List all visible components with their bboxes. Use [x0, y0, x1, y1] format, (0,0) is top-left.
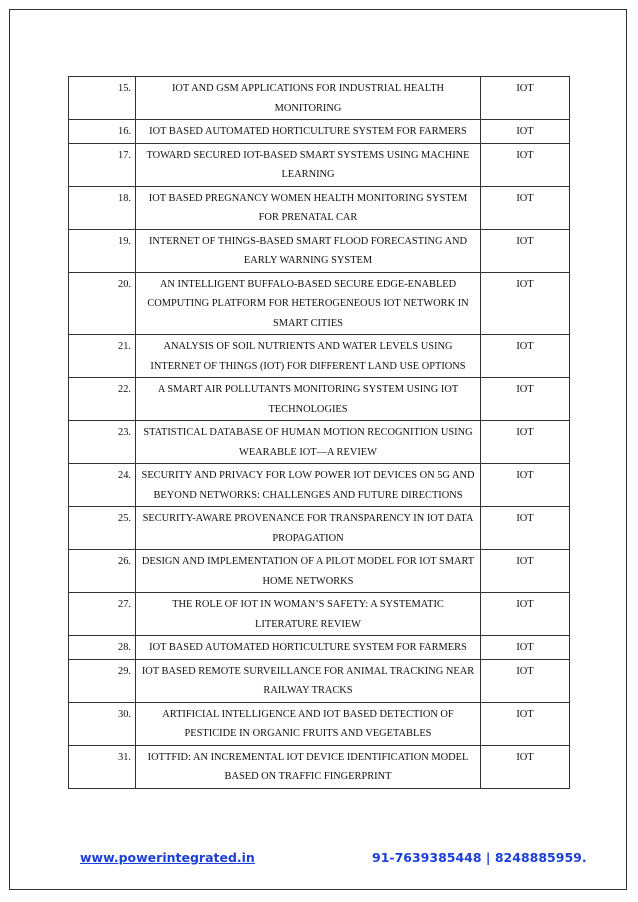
table-row: [69, 464, 570, 507]
table-row: [69, 507, 570, 550]
row-number: 25.: [69, 507, 136, 550]
table-row: [69, 335, 570, 378]
table-row: [69, 659, 570, 702]
project-category: IOT: [481, 464, 570, 507]
row-number: 15.: [69, 77, 136, 120]
project-category: IOT: [481, 421, 570, 464]
project-title: INTERNET OF THINGS-BASED SMART FLOOD FORECASTING AND EARLY WARNING SYSTEM: [136, 229, 481, 272]
project-title: IOTTFID: AN INCREMENTAL IOT DEVICE IDENTIFICATION MODEL BASED ON TRAFFIC FINGERPRINT: [136, 745, 481, 788]
project-category: IOT: [481, 77, 570, 120]
row-number: 17.: [69, 143, 136, 186]
row-number: 18.: [69, 186, 136, 229]
table-row: [69, 702, 570, 745]
website-link[interactable]: www.powerintegrated.in: [80, 850, 255, 865]
project-title: STATISTICAL DATABASE OF HUMAN MOTION RECOGNITION USING WEARABLE IOT—A REVIEW: [136, 421, 481, 464]
project-title: IOT BASED AUTOMATED HORTICULTURE SYSTEM FOR FARMERS: [136, 636, 481, 660]
phone-separator: |: [485, 850, 491, 865]
project-title: THE ROLE OF IOT IN WOMAN’S SAFETY: A SYSTEMATIC LITERATURE REVIEW: [136, 593, 481, 636]
row-number: 29.: [69, 659, 136, 702]
project-title: IOT BASED REMOTE SURVEILLANCE FOR ANIMAL TRACKING NEAR RAILWAY TRACKS: [136, 659, 481, 702]
row-number: 30.: [69, 702, 136, 745]
project-category: IOT: [481, 335, 570, 378]
project-category: IOT: [481, 507, 570, 550]
project-title: TOWARD SECURED IOT-BASED SMART SYSTEMS USING MACHINE LEARNING: [136, 143, 481, 186]
project-title: AN INTELLIGENT BUFFALO-BASED SECURE EDGE-ENABLED COMPUTING PLATFORM FOR HETEROGENEOUS IOT NETWORK IN SMART CITIES: [136, 272, 481, 335]
table-row: [69, 143, 570, 186]
table-row: [69, 229, 570, 272]
project-category: IOT: [481, 272, 570, 335]
row-number: 28.: [69, 636, 136, 660]
table-row: [69, 378, 570, 421]
project-table: [68, 76, 570, 789]
project-title: SECURITY-AWARE PROVENANCE FOR TRANSPARENCY IN IOT DATA PROPAGATION: [136, 507, 481, 550]
row-number: 24.: [69, 464, 136, 507]
row-number: 23.: [69, 421, 136, 464]
project-category: IOT: [481, 120, 570, 144]
project-category: IOT: [481, 229, 570, 272]
project-title: DESIGN AND IMPLEMENTATION OF A PILOT MODEL FOR IOT SMART HOME NETWORKS: [136, 550, 481, 593]
project-category: IOT: [481, 659, 570, 702]
table-row: [69, 186, 570, 229]
phone-number-1: 91-7639385448: [372, 850, 482, 865]
table-row: [69, 272, 570, 335]
project-category: IOT: [481, 745, 570, 788]
project-category: IOT: [481, 143, 570, 186]
project-title: ANALYSIS OF SOIL NUTRIENTS AND WATER LEVELS USING INTERNET OF THINGS (IOT) FOR DIFFERENT LAND USE OPTIONS: [136, 335, 481, 378]
project-title: A SMART AIR POLLUTANTS MONITORING SYSTEM USING IOT TECHNOLOGIES: [136, 378, 481, 421]
table-row: [69, 745, 570, 788]
row-number: 26.: [69, 550, 136, 593]
project-category: IOT: [481, 593, 570, 636]
table-row: [69, 421, 570, 464]
row-number: 22.: [69, 378, 136, 421]
project-title: IOT BASED AUTOMATED HORTICULTURE SYSTEM FOR FARMERS: [136, 120, 481, 144]
project-category: IOT: [481, 186, 570, 229]
project-category: IOT: [481, 550, 570, 593]
project-title: ARTIFICIAL INTELLIGENCE AND IOT BASED DETECTION OF PESTICIDE IN ORGANIC FRUITS AND VEGETABLES: [136, 702, 481, 745]
project-category: IOT: [481, 636, 570, 660]
project-category: IOT: [481, 702, 570, 745]
table-row: [69, 120, 570, 144]
table-row: [69, 77, 570, 120]
contact-phones: [372, 850, 587, 865]
row-number: 20.: [69, 272, 136, 335]
table-row: [69, 593, 570, 636]
project-title: SECURITY AND PRIVACY FOR LOW POWER IOT DEVICES ON 5G AND BEYOND NETWORKS: CHALLENGES AND FUTURE DIRECTIONS: [136, 464, 481, 507]
project-title: IOT AND GSM APPLICATIONS FOR INDUSTRIAL HEALTH MONITORING: [136, 77, 481, 120]
project-title: IOT BASED PREGNANCY WOMEN HEALTH MONITORING SYSTEM FOR PRENATAL CAR: [136, 186, 481, 229]
row-number: 31.: [69, 745, 136, 788]
table-row: [69, 550, 570, 593]
row-number: 21.: [69, 335, 136, 378]
row-number: 19.: [69, 229, 136, 272]
row-number: 27.: [69, 593, 136, 636]
phone-number-2: 8248885959.: [494, 850, 587, 865]
table-row: [69, 636, 570, 660]
project-category: IOT: [481, 378, 570, 421]
row-number: 16.: [69, 120, 136, 144]
